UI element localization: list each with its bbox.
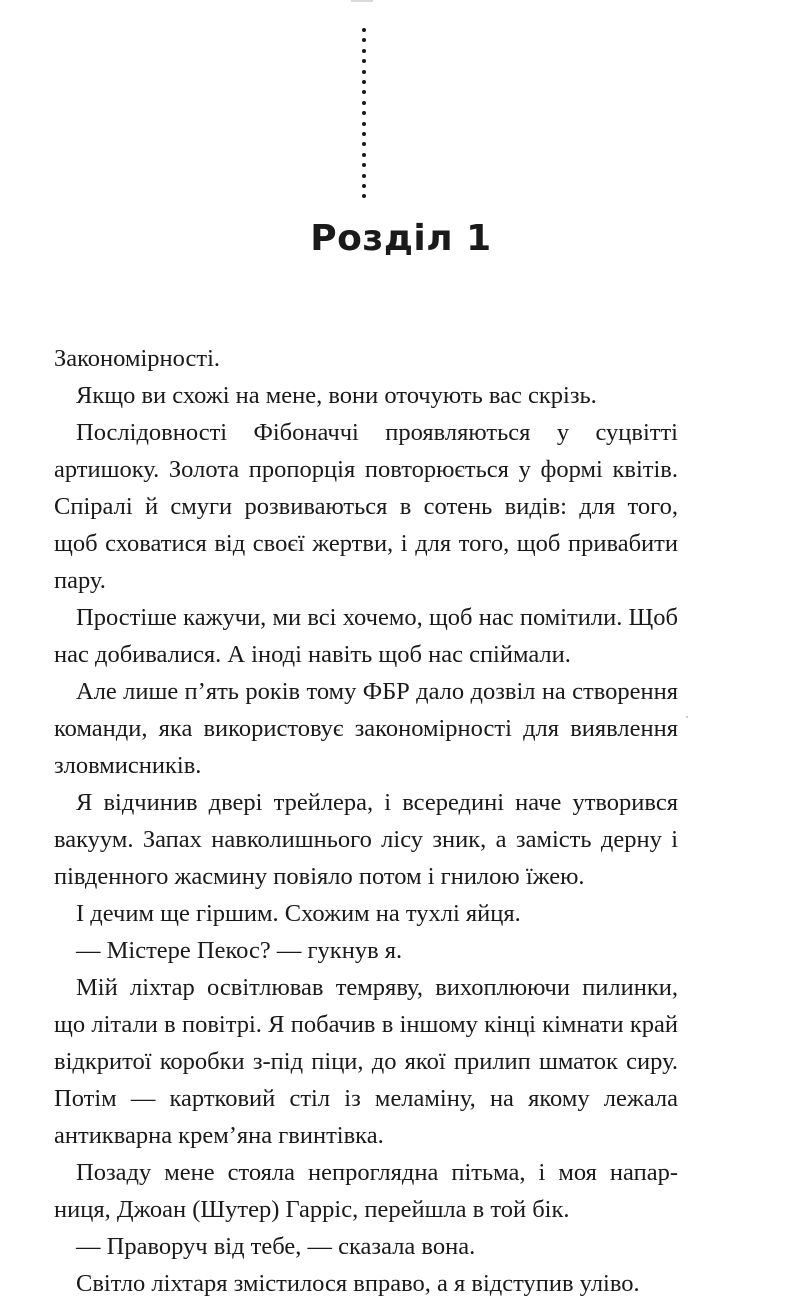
ornament-dot [362,38,366,42]
ornament-dot [362,122,366,126]
ornament-dot [362,28,366,32]
paragraph: Але лише п’ять років тому ФБР дало дозвіл на створення команди, яка використовує закономірності для виявлення зловмисників. [54,678,678,779]
scan-artifact [351,0,373,2]
ornament-dot [362,194,366,198]
vertical-dotted-divider [361,28,367,204]
ornament-dot [362,153,366,157]
paragraph: Мій ліхтар освітлював темряву, вихоплюючи пилинки, що літали в повітрі. Я побачив в іншому кінці кімнати край відкритої коробки з-під піци, до якої прилип шматок сиру. Потім — картковий стіл із меламіну, на якому лежала антикварна крем’яна гвинтівка. [54,974,678,1149]
ornament-dot [362,90,366,94]
paragraph: Я відчинив двері трейлера, і всередині наче утворився вакуум. Запах навколишнього лісу зник, а замість дерну і південного жасмину повіяло потом і гнилою їжею. [54,789,678,890]
ornament-dot [362,49,366,53]
paragraph: І дечим ще гіршим. Схожим на тухлі яйця. [76,900,521,927]
ornament-dot [362,142,366,146]
chapter-title: Розділ 1 [310,218,492,259]
paragraph: Світло ліхтаря змістилося вправо, а я відступив уліво. [76,1270,640,1297]
paragraph: Якщо ви схожі на мене, вони оточують вас скрізь. [76,382,597,409]
paragraph: Позаду мене стояла непроглядна пітьма, і моя напарниця, Джоан (Шутер) Гарріс, перейшла в той бік. [54,1159,678,1223]
ornament-dot [362,174,366,178]
paragraph: — Праворуч від тебе, — сказала вона. [76,1233,476,1260]
ornament-dot [362,111,366,115]
chapter-body [54,340,678,1302]
ornament-dot [362,132,366,136]
ornament-dot [362,59,366,63]
paragraph: — Містере Пекос? — гукнув я. [76,937,403,964]
scan-artifact [686,716,688,718]
ornament-dot [362,163,366,167]
ornament-dot [362,80,366,84]
paragraph: Закономірності. [54,345,220,372]
paragraph: Послідовності Фібоначчі проявляються у суцвітті артишоку. Золота пропорція повторюється у формі квітів. Спіралі й смуги розвиваються в сотень видів: для того, щоб сховатися від своєї жертви, і для того, щоб привабити пару. [54,419,678,594]
ornament-dot [362,184,366,188]
paragraph: Простіше кажучи, ми всі хочемо, щоб нас помітили. Щоб нас добивалися. А іноді навіть щоб нас спіймали. [54,604,678,668]
ornament-dot [362,101,366,105]
ornament-dot [362,70,366,74]
